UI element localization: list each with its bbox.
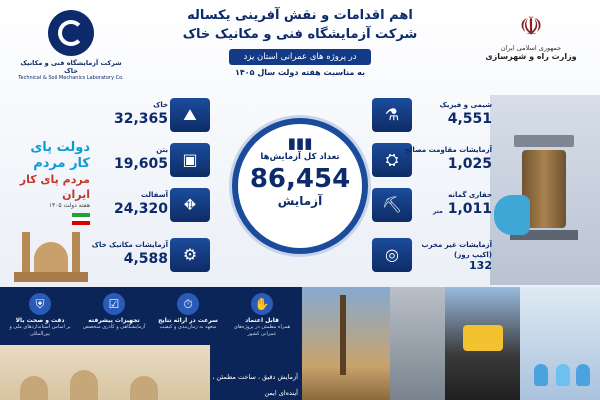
feature-equipment: ☑ تجهیزات پیشرفته آزمایشگاهی و کادری متخصص [78,293,150,339]
page-title [150,6,450,77]
stat-value: 19,605 [113,156,168,172]
title-line-2: شرکت آزمایشگاه فنی و مکانیک خاک [182,27,418,42]
stat-label: حفاری گمانه [448,191,492,199]
lab-test-photo [490,95,600,285]
concrete-cube-icon: ▣ [170,143,210,177]
company-name-en: Technical & Soil Mechanics Laboratory Co. [18,75,124,81]
stat-label: آسفالت [141,191,168,199]
soil-mechanics-icon: ⚙ [170,238,210,272]
stat-label: خاک [153,101,168,109]
ministry-line-1: جمهوری اسلامی ایران [500,44,562,52]
soil-pile-icon: ⛰ [170,98,210,132]
stat-value: 32,365 [113,111,168,127]
chemistry-lab-photo [520,287,600,400]
gloved-hand-image [494,195,530,235]
stat-value: 4,551 [447,111,492,127]
stat-value: 4,588 [123,251,168,267]
shield-icon: ⛨ [29,293,51,315]
yazd-skyline-image [0,345,210,400]
title-occasion: به مناسبت هفته دولت سال ۱۴۰۵ [235,68,365,77]
asphalt-roller-photo [445,287,520,400]
stat-label: بتن [156,146,168,154]
checklist-icon: ☑ [103,293,125,315]
feature-accuracy: ⛨ دقت و صحت بالا بر اساس استانداردهای ملی و بین‌المللی [4,293,76,339]
stat-card-ndt [372,238,492,272]
stat-value: 132 [469,259,492,272]
yazd-landmark-image [14,232,88,282]
stat-card-soil [90,98,210,132]
total-tests-label: تعداد کل آزمایش‌ها [260,152,340,162]
stat-unit: متر [432,208,443,215]
stat-card-asphalt [90,188,210,222]
stat-card-chem-physics [372,98,492,132]
slogan: آزمایش دقیق ، ساخت مطمئن ، آینده‌ای ایمن [208,369,298,385]
stat-card-soil-mechanics [90,238,210,272]
drilling-photo [302,287,390,400]
campaign-line-1: دولت پای کار مردم [30,140,90,171]
stat-card-concrete [90,143,210,177]
stat-card-borehole [372,188,492,222]
iran-emblem-icon: ☫ [519,12,543,42]
title-ribbon: در پروژه های عمرانی استان یزد [229,49,370,65]
handshake-icon: ✋ [251,293,273,315]
title-line-1: اهم اقدامات و نقش آفرینی یکساله [187,8,413,23]
iran-flag-icon [72,213,90,225]
ministry-line-2: وزارت راه و شهرسازی [485,52,577,61]
concrete-test-photo [390,287,445,400]
campaign-badge [10,140,90,225]
total-tests-unit: آزمایش [277,194,323,208]
stat-card-material-strength [372,143,492,177]
feature-reliable: ✋ قابل اعتماد همراه مطمئن در پروژه‌های عمرانی کشور [226,293,298,339]
campaign-line-3: هفته دولت ۱۴۰۵ [48,202,90,209]
stat-label: شیمی و فیزیک [439,101,492,109]
company-name-fa: شرکت آزمایشگاه فنی و مکانیک خاک [20,59,122,75]
stat-value: 1,025 [447,156,492,172]
flask-icon: ⚗ [372,98,412,132]
total-tests-circle [232,118,368,254]
road-asphalt-icon: ⛖ [170,188,210,222]
ndt-gauge-icon: ◎ [372,238,412,272]
company-logo [16,10,126,80]
stopwatch-icon: ⏱ [177,293,199,315]
total-tests-value: 86,454 [249,164,351,194]
stat-value: 24,320 [113,201,168,217]
stat-label: آزمایشات مقاومت مصالح [404,146,492,154]
campaign-line-2: مردم پای کار ایران [19,173,90,201]
ministry-logo [476,10,586,80]
stat-label: آزمایشات مکانیک خاک [91,241,168,249]
stat-value: 1,011 متر [432,201,492,217]
bar-chart-icon: ▮▮▮ [287,134,313,152]
stat-sublabel: (اکیپ روز) [454,251,492,259]
drill-rig-icon: ⛏ [372,188,412,222]
feature-speed: ⏱ سرعت در ارائه نتایج متعهد به زمان‌بندی و کیفیت [152,293,224,339]
stat-label: آزمایشات غیر مخرب [421,241,492,249]
company-logo-icon [48,10,94,56]
press-machine-icon: ⛭ [372,143,412,177]
